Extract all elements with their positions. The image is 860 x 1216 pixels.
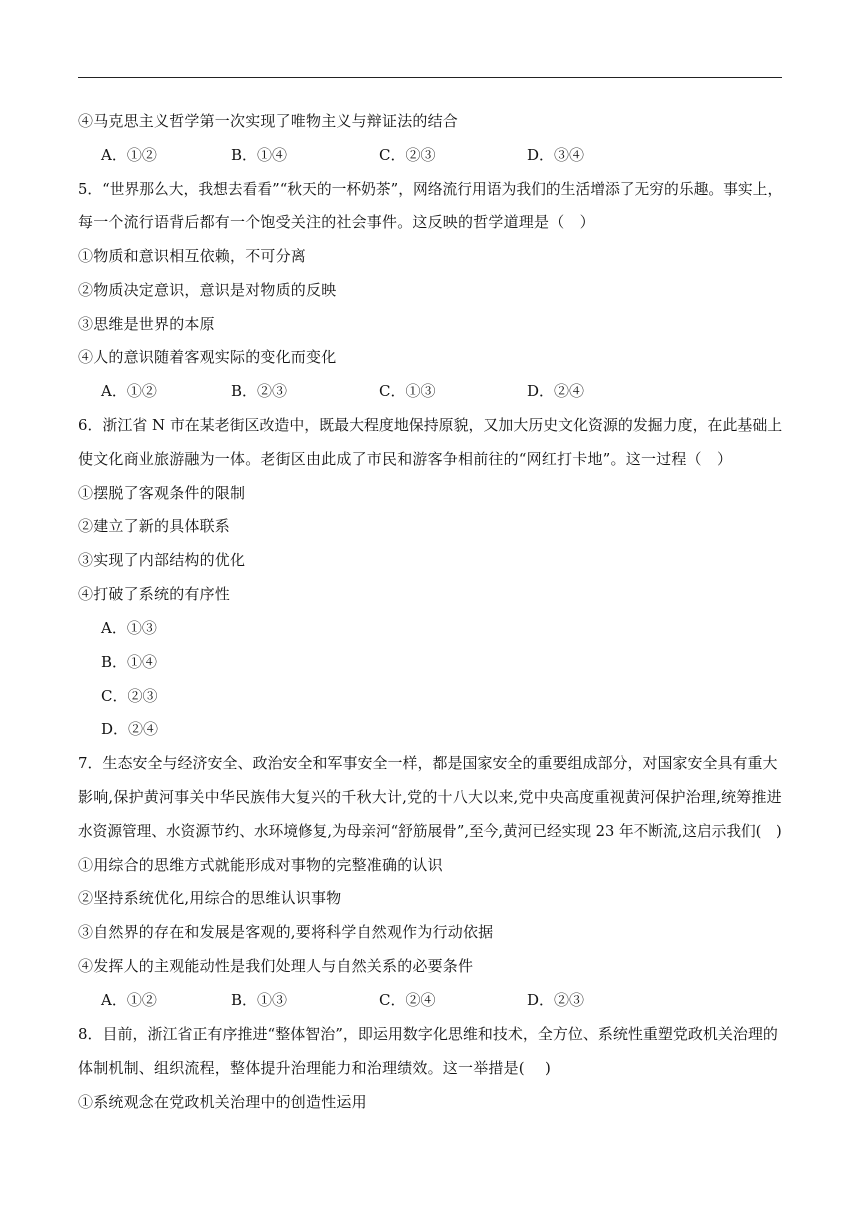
- q7-option-d: D．②③: [527, 991, 585, 1009]
- q4-item-4: ④马克思主义哲学第一次实现了唯物主义与辩证法的结合: [78, 112, 459, 130]
- q7-item-3: ③自然界的存在和发展是客观的,要将科学自然观作为行动依据: [78, 923, 494, 941]
- q5-item-1: ①物质和意识相互依赖，不可分离: [78, 247, 307, 265]
- q5-option-c: C．①③: [379, 382, 436, 400]
- q4-option-b: B．①④: [231, 146, 288, 164]
- q7-option-c: C．②④: [379, 991, 436, 1009]
- q5-stem-line-1: 5．“世界那么大，我想去看看”“秋天的一杯奶茶”，网络流行用语为我们的生活增添了无穷的乐趣。事实上，: [78, 180, 783, 198]
- q6-option-d: D．②④: [101, 720, 159, 738]
- q4-option-d: D．③④: [527, 146, 585, 164]
- q4-option-c: C．②③: [379, 146, 436, 164]
- q5-option-a: A．①②: [101, 382, 157, 400]
- q7-stem-line-1: 7．生态安全与经济安全、政治安全和军事安全一样，都是国家安全的重要组成部分，对国家安全具有重大: [78, 754, 778, 772]
- q4-option-a: A．①②: [101, 146, 157, 164]
- q7-stem-line-2: 影响,保护黄河事关中华民族伟大复兴的千秋大计,党的十八大以来,党中央高度重视黄河保护治理,统筹推进: [78, 788, 782, 806]
- q7-item-2: ②坚持系统优化,用综合的思维认识事物: [78, 889, 342, 907]
- q5-option-d: D．②④: [527, 382, 585, 400]
- q5-item-3: ③思维是世界的本原: [78, 315, 215, 333]
- q8-item-1: ①系统观念在党政机关治理中的创造性运用: [78, 1093, 367, 1111]
- q6-option-c: C．②③: [101, 687, 158, 705]
- q6-option-b: B．①④: [101, 653, 158, 671]
- q8-stem-line-1: 8．目前，浙江省正有序推进“整体智治”，即运用数字化思维和技术，全方位、系统性重塑党政机关治理的: [78, 1025, 778, 1043]
- q6-option-a: A．①③: [101, 619, 157, 637]
- q7-item-1: ①用综合的思维方式就能形成对事物的完整准确的认识: [78, 856, 443, 874]
- q5-item-2: ②物质决定意识，意识是对物质的反映: [78, 281, 337, 299]
- q7-item-4: ④发挥人的主观能动性是我们处理人与自然关系的必要条件: [78, 957, 474, 975]
- q7-option-b: B．①③: [231, 991, 288, 1009]
- q7-stem-line-3: 水资源管理、水资源节约、水环境修复,为母亲河“舒筋展骨”,至今,黄河已经实现 23 年不断流,这启示我们( ): [78, 822, 782, 840]
- q6-item-1: ①摆脱了客观条件的限制: [78, 484, 246, 502]
- q5-stem-line-2: 每一个流行语背后都有一个饱受关注的社会事件。这反映的哲学道理是（ ）: [78, 213, 595, 231]
- q8-stem-line-2: 体制机制、组织流程，整体提升治理能力和治理绩效。这一举措是( ): [78, 1059, 552, 1077]
- q6-item-2: ②建立了新的具体联系: [78, 517, 231, 535]
- q7-option-a: A．①②: [101, 991, 157, 1009]
- q6-stem-line-2: 使文化商业旅游融为一体。老街区由此成了市民和游客争相前往的“网红打卡地”。这一过程（ ）: [78, 450, 733, 468]
- q5-item-4: ④人的意识随着客观实际的变化而变化: [78, 348, 337, 366]
- q6-item-3: ③实现了内部结构的优化: [78, 551, 246, 569]
- q6-stem-line-1: 6．浙江省 N 市在某老街区改造中，既最大程度地保持原貌，又加大历史文化资源的发掘力度，在此基础上: [78, 416, 783, 434]
- header-rule: [78, 77, 782, 78]
- q5-option-b: B．②③: [231, 382, 288, 400]
- q6-item-4: ④打破了系统的有序性: [78, 585, 231, 603]
